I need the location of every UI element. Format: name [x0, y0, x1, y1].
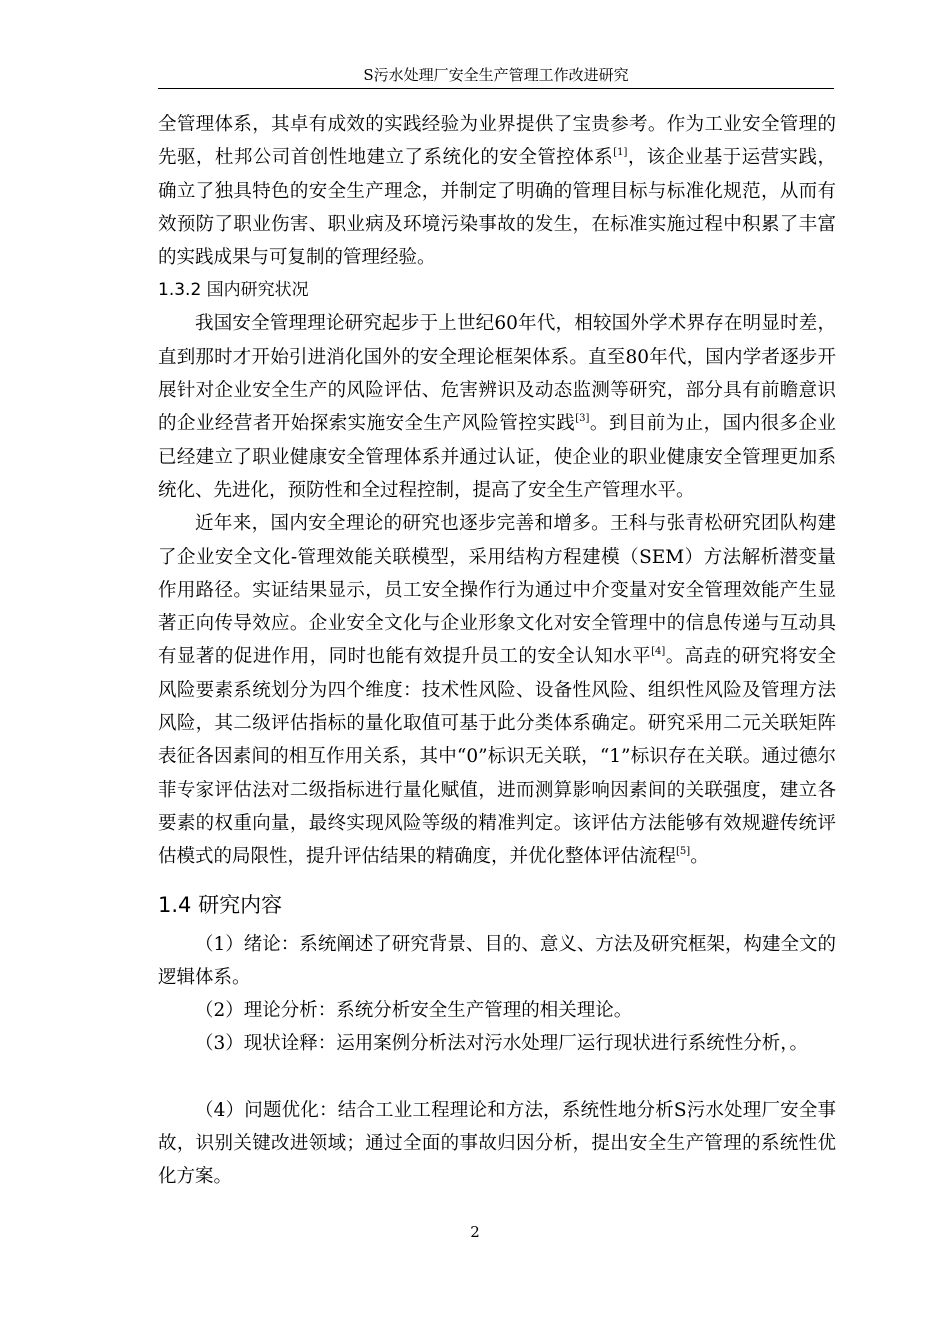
citation-ref: [4]	[651, 646, 666, 658]
page-number: 2	[470, 1223, 480, 1241]
list-item-optimization: （4）问题优化：结合工业工程理论和方法，系统性地分析S污水处理厂安全事故，识别关键改进领域；通过全面的事故归因分析，提出安全生产管理的系统性优化方案。	[158, 1099, 836, 1188]
section-heading-1-3-2: 1.3.2 国内研究状况	[158, 280, 309, 301]
section-heading-1-4: 1.4 研究内容	[158, 892, 283, 917]
blank-line	[158, 1061, 836, 1094]
citation-ref: [1]	[613, 147, 628, 159]
list-item-introduction: （1）绪论：系统阐述了研究背景、目的、意义、方法及研究框架，构建全文的逻辑体系。	[158, 933, 836, 988]
paragraph-dupont: 全管理体系，其卓有成效的实践经验为业界提供了宝贵参考。作为工业安全管理的先驱，杜邦公司首创性地建立了系统化的安全管控体系[1]，该企业基于运营实践，确立了独具特色的安全生产理念，并制定了明确的管理目标与标准化规范，从而有效预防了职业伤害、职业病及环境污染事故的发生，在标准实施过程中积累了丰富的实践成果与可复制的管理经验。	[158, 114, 836, 269]
citation-ref: [5]	[676, 846, 691, 858]
list-item-theory: （2）理论分析：系统分析安全生产管理的相关理论。	[195, 1000, 633, 1022]
page-body	[158, 108, 836, 1194]
paragraph-domestic-history: 我国安全管理理论研究起步于上世纪60年代，相较国外学术界存在明显时差，直到那时才开始引进消化国外的安全理论框架体系。直至80年代，国内学者逐步开展针对企业安全生产的风险评估、危害辨识及动态监测等研究，部分具有前瞻意识的企业经营者开始探索实施安全生产风险管控实践[3]。到目前为止，国内很多企业已经建立了职业健康安全管理体系并通过认证，使企业的职业健康安全管理更加系统化、先进化，预防性和全过程控制，提高了安全生产管理水平。	[158, 313, 836, 501]
citation-ref: [3]	[575, 413, 590, 425]
running-header: S污水处理厂安全生产管理工作改进研究	[363, 66, 629, 84]
paragraph-recent-research: 近年来，国内安全理论的研究也逐步完善和增多。王科与张青松研究团队构建了企业安全文化-管理效能关联模型，采用结构方程建模（SEM）方法解析潜变量作用路径。实证结果显示，员工安全操作行为通过中介变量对安全管理效能产生显著正向传导效应。企业安全文化与企业形象文化对安全管理中的信息传递与互动具有显著的促进作用，同时也能有效提升员工的安全认知水平[4]。高垚的研究将安全风险要素系统划分为四个维度：技术性风险、设备性风险、组织性风险及管理方法风险，其二级评估指标的量化取值可基于此分类体系确定。研究采用二元关联矩阵表征各因素间的相互作用关系，其中“0”标识无关联，“1”标识存在关联。通过德尔菲专家评估法对二级指标进行量化赋值，进而测算影响因素间的关联强度，建立各要素的权重向量，最终实现风险等级的精准判定。该评估方法能够有效规避传统评估模式的局限性，提升评估结果的精确度，并优化整体评估流程[5]。	[158, 513, 836, 868]
list-item-status: （3）现状诠释：运用案例分析法对污水处理厂运行现状进行系统性分析，。	[195, 1033, 809, 1055]
header-rule	[158, 88, 834, 89]
